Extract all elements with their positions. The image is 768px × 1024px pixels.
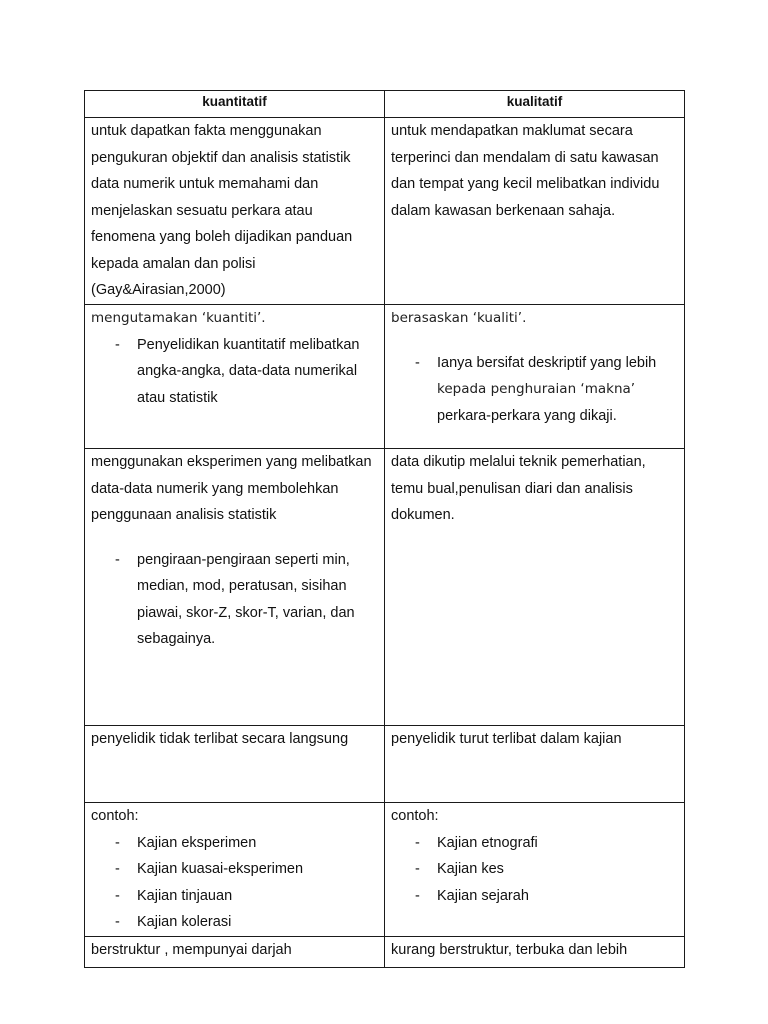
- dash-bullet: -: [415, 887, 420, 904]
- table-row: [85, 726, 685, 803]
- cell-kuantitatif-involvement: [85, 726, 385, 803]
- list-item: [391, 350, 678, 430]
- cell-kuantitatif-emphasis: [85, 305, 385, 449]
- header-row: [85, 91, 685, 118]
- cell-intro: menggunakan eksperimen yang melibatkan data-data numerik yang membolehkan penggunaan analisis statistik: [91, 454, 372, 523]
- cell-kualitatif-definition: [385, 118, 685, 305]
- spacer: [91, 529, 378, 547]
- cell-kualitatif-emphasis: [385, 305, 685, 449]
- list-item-text: perkara-perkara yang dikaji.: [437, 407, 617, 424]
- list-item: [91, 830, 378, 857]
- cell-kuantitatif-examples: [85, 803, 385, 937]
- cell-text: penyelidik tidak terlibat secara langsung: [91, 731, 349, 747]
- bullet-list: [91, 830, 378, 936]
- list-item: [91, 332, 378, 412]
- cell-text: penyelidik turut terlibat dalam kajian: [391, 731, 622, 747]
- list-item-text: Kajian sejarah: [437, 887, 529, 904]
- cell-kuantitatif-method: [85, 449, 385, 726]
- dash-bullet: -: [115, 887, 120, 904]
- list-item: [391, 830, 678, 857]
- comparison-table: [84, 90, 685, 968]
- cell-kualitatif-method: [385, 449, 685, 726]
- list-item-text: Kajian eksperimen: [137, 834, 257, 851]
- table-row: [85, 305, 685, 449]
- list-item-text: Ianya bersifat deskriptif yang lebih: [437, 354, 657, 371]
- table-row: [85, 449, 685, 726]
- cell-text: untuk mendapatkan maklumat secara terperinci dan mendalam di satu kawasan dan tempat yang kecil melibatkan individu dalam kawasan berkenaan sahaja.: [391, 123, 660, 219]
- bullet-list: [91, 332, 378, 412]
- cell-text: data dikutip melalui teknik pemerhatian, temu bual,penulisan diari dan analisis dokumen.: [391, 454, 646, 523]
- list-item-text: Penyelidikan kuantitatif melibatkan angka-angka, data-data numerikal atau statistik: [137, 336, 360, 406]
- dash-bullet: -: [115, 861, 120, 877]
- table-row: [85, 803, 685, 937]
- cell-kuantitatif-structure: [85, 936, 385, 967]
- cell-kuantitatif-definition: [85, 118, 385, 305]
- dash-bullet: -: [115, 336, 120, 353]
- dash-bullet: -: [415, 354, 420, 371]
- table-row: [85, 936, 685, 967]
- cell-intro: berasaskan ‘kualiti’.: [391, 310, 527, 326]
- list-item-text: Kajian kolerasi: [137, 914, 232, 930]
- cell-kualitatif-examples: [385, 803, 685, 937]
- spacer: [391, 332, 678, 350]
- list-item-text: pengiraan-pengiraan seperti min, median, mod, peratusan, sisihan piawai, skor-Z, skor-T, varian, dan sebagainya.: [137, 551, 355, 647]
- cell-text: untuk dapatkan fakta menggunakan pengukuran objektif dan analisis statistik data numerik untuk memahami dan menjelaskan sesuatu perkara atau fenomena yang boleh dijadikan panduan kepada amalan dan polisi (Gay&Airasian,2000): [91, 123, 353, 298]
- list-item: [91, 856, 378, 883]
- list-item-text: Kajian etnografi: [437, 834, 538, 851]
- list-item: [91, 909, 378, 936]
- bullet-list: [91, 547, 378, 653]
- list-item-text: Kajian tinjauan: [137, 887, 233, 904]
- bullet-list: [391, 350, 678, 430]
- cell-kualitatif-structure: [385, 936, 685, 967]
- dash-bullet: -: [115, 551, 120, 568]
- list-item: [391, 883, 678, 910]
- bullet-list: [391, 830, 678, 910]
- cell-intro: mengutamakan ‘kuantiti’.: [91, 310, 266, 326]
- cell-text: kurang berstruktur, terbuka dan lebih: [391, 941, 628, 958]
- cell-intro: contoh:: [391, 808, 439, 824]
- dash-bullet: -: [415, 861, 420, 877]
- header-kualitatif: kualitatif: [385, 91, 685, 118]
- list-item-text: Kajian kuasai-eksperimen: [137, 861, 304, 877]
- header-kuantitatif: kuantitatif: [85, 91, 385, 118]
- cell-intro: contoh:: [91, 808, 139, 824]
- table-row: [85, 118, 685, 305]
- cell-kualitatif-involvement: [385, 726, 685, 803]
- list-item-text: Kajian kes: [437, 861, 504, 877]
- list-item: [91, 883, 378, 910]
- list-item: [391, 856, 678, 883]
- dash-bullet: -: [115, 914, 120, 930]
- dash-bullet: -: [115, 834, 120, 851]
- dash-bullet: -: [415, 834, 420, 851]
- cell-text: berstruktur , mempunyai darjah: [91, 941, 292, 958]
- list-item-text: kepada penghuraian ‘makna’: [437, 381, 636, 397]
- list-item: [91, 547, 378, 653]
